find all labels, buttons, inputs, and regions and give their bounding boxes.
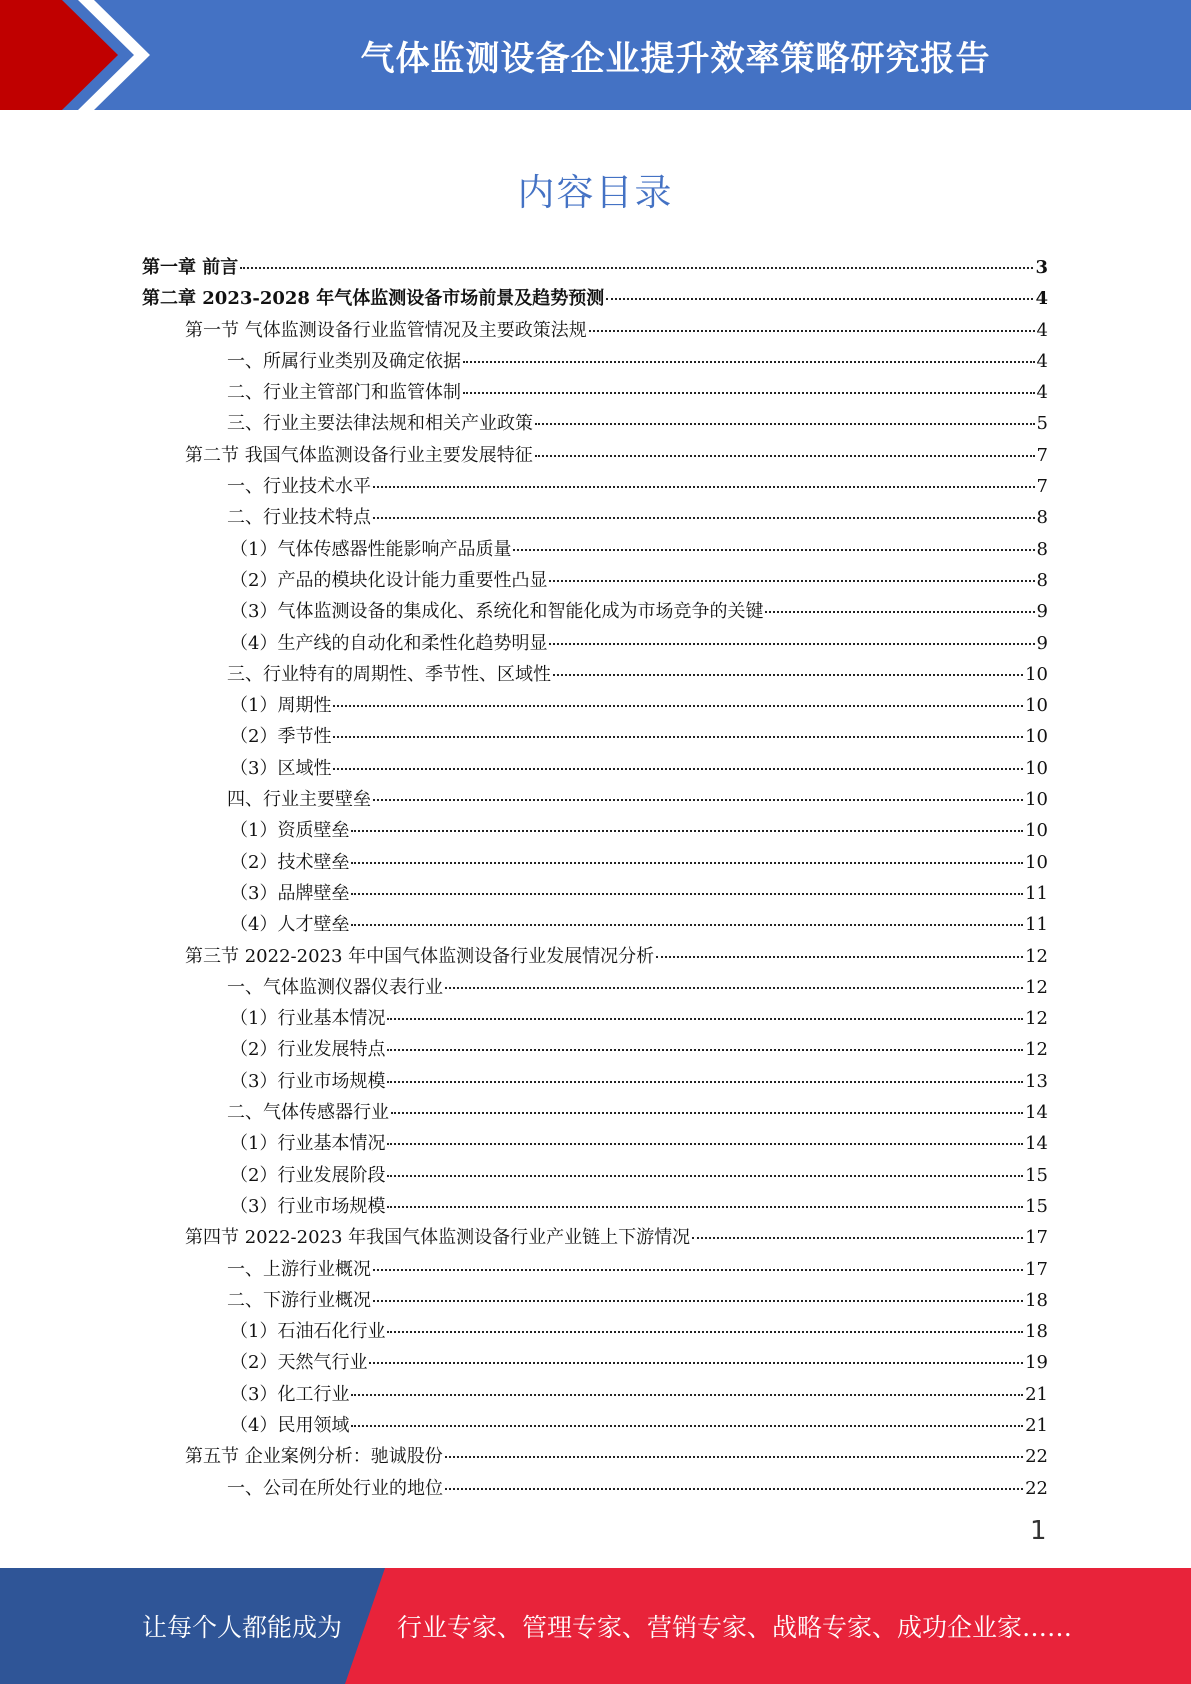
- toc-entry[interactable]: [142, 534, 1048, 565]
- toc-entry[interactable]: [142, 721, 1048, 752]
- toc-entry[interactable]: [142, 941, 1048, 972]
- red-chevron-arrow-icon: [0, 0, 160, 110]
- toc-entry-label: （3）气体监测设备的集成化、系统化和智能化成为市场竞争的关键: [230, 601, 764, 623]
- toc-entry-label: 第二节 我国气体监测设备行业主要发展特征: [185, 444, 533, 466]
- toc-dot-leader: [513, 549, 1034, 551]
- toc-dot-leader: [373, 1300, 1023, 1302]
- toc-entry-page: 8: [1036, 507, 1048, 529]
- toc-entry-label: （4）生产线的自动化和柔性化趋势明显: [230, 632, 548, 654]
- toc-entry-page: 5: [1036, 413, 1048, 435]
- footer-banner: [0, 1568, 1191, 1684]
- toc-entry[interactable]: [142, 377, 1048, 408]
- toc-entry-label: （1）周期性: [230, 695, 332, 717]
- toc-entry-page: 15: [1025, 1164, 1048, 1186]
- toc-entry[interactable]: [142, 596, 1048, 627]
- toc-entry-label: 二、气体传感器行业: [227, 1102, 389, 1124]
- toc-entry-label: （4）人才壁垒: [230, 914, 350, 936]
- toc-entry[interactable]: [142, 283, 1048, 314]
- toc-entry-page: 3: [1035, 257, 1048, 278]
- toc-entry[interactable]: [142, 753, 1048, 784]
- toc-entry-page: 10: [1025, 726, 1048, 748]
- toc-entry[interactable]: [142, 815, 1048, 846]
- toc-entry-page: 9: [1036, 601, 1048, 623]
- toc-entry-page: 22: [1025, 1477, 1048, 1499]
- toc-entry-label: 第四节 2022-2023 年我国气体监测设备行业产业链上下游情况: [185, 1227, 691, 1249]
- toc-entry-label: （1）行业基本情况: [230, 1008, 386, 1030]
- report-title: 气体监测设备企业提升效率策略研究报告: [360, 38, 991, 79]
- toc-entry[interactable]: [142, 1003, 1048, 1034]
- toc-entry-label: 三、行业特有的周期性、季节性、区域性: [227, 663, 551, 685]
- toc-entry-label: （2）季节性: [230, 726, 332, 748]
- toc-dot-leader: [373, 1269, 1023, 1271]
- toc-entry[interactable]: [142, 1379, 1048, 1410]
- toc-entry-label: 四、行业主要壁垒: [227, 789, 371, 811]
- toc-dot-leader: [351, 862, 1023, 864]
- toc-dot-leader: [445, 1456, 1023, 1458]
- toc-entry-label: （3）区域性: [230, 757, 332, 779]
- toc-entry-page: 18: [1025, 1321, 1048, 1343]
- toc-entry[interactable]: [142, 847, 1048, 878]
- toc-entry-page: 10: [1025, 663, 1048, 685]
- toc-dot-leader: [333, 736, 1023, 738]
- toc-entry-label: 第二章 2023-2028 年气体监测设备市场前景及趋势预测: [142, 288, 605, 310]
- toc-entry-page: 15: [1025, 1195, 1048, 1217]
- table-of-contents: [142, 252, 1048, 1504]
- toc-dot-leader: [387, 1049, 1023, 1051]
- toc-heading: 内容目录: [517, 171, 674, 214]
- toc-entry-page: 14: [1025, 1102, 1048, 1124]
- toc-entry-page: 13: [1025, 1070, 1048, 1092]
- toc-entry-label: （1）气体传感器性能影响产品质量: [230, 538, 512, 560]
- toc-entry[interactable]: [142, 1160, 1048, 1191]
- toc-entry-label: （2）技术壁垒: [230, 851, 350, 873]
- toc-entry-page: 22: [1025, 1446, 1048, 1468]
- toc-entry[interactable]: [142, 1034, 1048, 1065]
- toc-entry-page: 19: [1025, 1352, 1048, 1374]
- toc-dot-leader: [387, 1143, 1023, 1145]
- toc-entry-label: （2）产品的模块化设计能力重要性凸显: [230, 569, 548, 591]
- toc-entry-page: 4: [1036, 382, 1048, 404]
- toc-entry-label: 一、上游行业概况: [227, 1258, 371, 1280]
- toc-entry-label: 一、公司在所处行业的地位: [227, 1477, 443, 1499]
- toc-entry-label: 三、行业主要法律法规和相关产业政策: [227, 413, 533, 435]
- toc-entry-page: 8: [1036, 569, 1048, 591]
- toc-entry[interactable]: [142, 346, 1048, 377]
- toc-dot-leader: [463, 361, 1035, 363]
- page-number: 1: [1030, 1516, 1047, 1546]
- toc-entry-label: （1）资质壁垒: [230, 820, 350, 842]
- toc-entry[interactable]: [142, 784, 1048, 815]
- toc-entry-page: 7: [1036, 444, 1048, 466]
- toc-entry-label: （2）行业发展阶段: [230, 1164, 386, 1186]
- toc-entry-page: 7: [1036, 476, 1048, 498]
- toc-entry[interactable]: [142, 878, 1048, 909]
- toc-dot-leader: [369, 1362, 1023, 1364]
- toc-entry[interactable]: [142, 1441, 1048, 1472]
- toc-entry-label: （2）天然气行业: [230, 1352, 368, 1374]
- toc-entry[interactable]: [142, 909, 1048, 940]
- toc-entry-page: 12: [1025, 1039, 1048, 1061]
- toc-entry[interactable]: [142, 252, 1048, 283]
- toc-entry-page: 9: [1036, 632, 1048, 654]
- toc-dot-leader: [333, 705, 1023, 707]
- toc-dot-leader: [351, 924, 1023, 926]
- toc-entry-page: 4: [1036, 319, 1048, 341]
- toc-dot-leader: [351, 1425, 1023, 1427]
- toc-entry[interactable]: [142, 690, 1048, 721]
- toc-entry-page: 12: [1025, 976, 1048, 998]
- toc-entry-label: 一、所属行业类别及确定依据: [227, 350, 461, 372]
- toc-entry-page: 10: [1025, 820, 1048, 842]
- toc-entry-page: 21: [1025, 1383, 1048, 1405]
- toc-dot-leader: [549, 580, 1034, 582]
- toc-dot-leader: [445, 1488, 1023, 1490]
- toc-entry[interactable]: [142, 1097, 1048, 1128]
- toc-dot-leader: [589, 330, 1035, 332]
- toc-entry-page: 10: [1025, 851, 1048, 873]
- toc-dot-leader: [765, 611, 1034, 613]
- toc-entry-label: （2）行业发展特点: [230, 1039, 386, 1061]
- toc-entry[interactable]: [142, 502, 1048, 533]
- toc-entry-label: 一、气体监测仪器仪表行业: [227, 976, 443, 998]
- toc-entry-label: （1）行业基本情况: [230, 1133, 386, 1155]
- toc-dot-leader: [553, 674, 1023, 676]
- toc-dot-leader: [373, 486, 1035, 488]
- toc-entry[interactable]: [142, 565, 1048, 596]
- toc-dot-leader: [387, 1175, 1023, 1177]
- toc-entry[interactable]: [142, 972, 1048, 1003]
- toc-dot-leader: [387, 1081, 1023, 1083]
- toc-entry[interactable]: [142, 1347, 1048, 1378]
- toc-entry-label: 第三节 2022-2023 年中国气体监测设备行业发展情况分析: [185, 945, 655, 967]
- toc-entry-page: 10: [1025, 695, 1048, 717]
- report-header: [0, 0, 1191, 110]
- toc-entry[interactable]: [142, 1191, 1048, 1222]
- toc-entry[interactable]: [142, 471, 1048, 502]
- toc-entry-page: 12: [1025, 1008, 1048, 1030]
- toc-entry[interactable]: [142, 1254, 1048, 1285]
- toc-entry-page: 10: [1025, 757, 1048, 779]
- toc-entry[interactable]: [142, 1066, 1048, 1097]
- toc-entry-label: （3）行业市场规模: [230, 1070, 386, 1092]
- toc-dot-leader: [373, 799, 1023, 801]
- toc-entry-label: 第一章 前言: [142, 257, 239, 278]
- toc-entry[interactable]: [142, 1128, 1048, 1159]
- toc-dot-leader: [445, 987, 1023, 989]
- toc-dot-leader: [463, 392, 1035, 394]
- toc-entry-page: 17: [1025, 1258, 1048, 1280]
- toc-dot-leader: [351, 1394, 1023, 1396]
- toc-entry[interactable]: [142, 1410, 1048, 1441]
- toc-dot-leader: [387, 1331, 1023, 1333]
- toc-entry-label: （1）石油石化行业: [230, 1321, 386, 1343]
- toc-entry[interactable]: [142, 1316, 1048, 1347]
- toc-entry[interactable]: [142, 440, 1048, 471]
- toc-dot-leader: [387, 1206, 1023, 1208]
- toc-entry-page: 8: [1036, 538, 1048, 560]
- toc-dot-leader: [391, 1112, 1023, 1114]
- toc-entry[interactable]: [142, 659, 1048, 690]
- toc-dot-leader: [333, 768, 1023, 770]
- toc-dot-leader: [351, 893, 1023, 895]
- toc-dot-leader: [656, 956, 1023, 958]
- toc-entry[interactable]: [142, 1473, 1048, 1504]
- toc-dot-leader: [549, 643, 1034, 645]
- toc-entry-page: 21: [1025, 1414, 1048, 1436]
- toc-dot-leader: [373, 517, 1035, 519]
- toc-entry[interactable]: [142, 1285, 1048, 1316]
- toc-entry-label: （3）品牌壁垒: [230, 882, 350, 904]
- toc-dot-leader: [692, 1237, 1023, 1239]
- toc-entry-page: 11: [1025, 914, 1048, 936]
- toc-dot-leader: [351, 830, 1023, 832]
- toc-entry-label: 第五节 企业案例分析：驰诚股份: [185, 1446, 443, 1468]
- footer-slogan-left: 让每个人都能成为: [142, 1613, 343, 1642]
- footer-slogan-right: 行业专家、管理专家、营销专家、战略专家、成功企业家……: [397, 1613, 1073, 1642]
- toc-entry-label: （3）行业市场规模: [230, 1195, 386, 1217]
- toc-entry-page: 14: [1025, 1133, 1048, 1155]
- toc-entry-page: 11: [1025, 882, 1048, 904]
- toc-entry-page: 18: [1025, 1289, 1048, 1311]
- toc-entry-label: 二、下游行业概况: [227, 1289, 371, 1311]
- toc-dot-leader: [535, 423, 1035, 425]
- toc-entry[interactable]: [142, 628, 1048, 659]
- toc-entry-page: 4: [1036, 350, 1048, 372]
- toc-entry-label: （3）化工行业: [230, 1383, 350, 1405]
- toc-entry-page: 17: [1025, 1227, 1048, 1249]
- toc-dot-leader: [606, 298, 1033, 300]
- toc-entry-label: （4）民用领域: [230, 1414, 350, 1436]
- toc-dot-leader: [535, 455, 1035, 457]
- toc-entry-page: 12: [1025, 945, 1048, 967]
- toc-entry-page: 10: [1025, 789, 1048, 811]
- toc-entry[interactable]: [142, 408, 1048, 439]
- toc-entry-page: 4: [1035, 288, 1048, 310]
- toc-entry-label: 第一节 气体监测设备行业监管情况及主要政策法规: [185, 319, 587, 341]
- toc-entry[interactable]: [142, 315, 1048, 346]
- toc-entry[interactable]: [142, 1222, 1048, 1253]
- toc-entry-label: 一、行业技术水平: [227, 476, 371, 498]
- toc-entry-label: 二、行业主管部门和监管体制: [227, 382, 461, 404]
- toc-dot-leader: [387, 1018, 1023, 1020]
- toc-entry-label: 二、行业技术特点: [227, 507, 371, 529]
- toc-dot-leader: [240, 267, 1033, 269]
